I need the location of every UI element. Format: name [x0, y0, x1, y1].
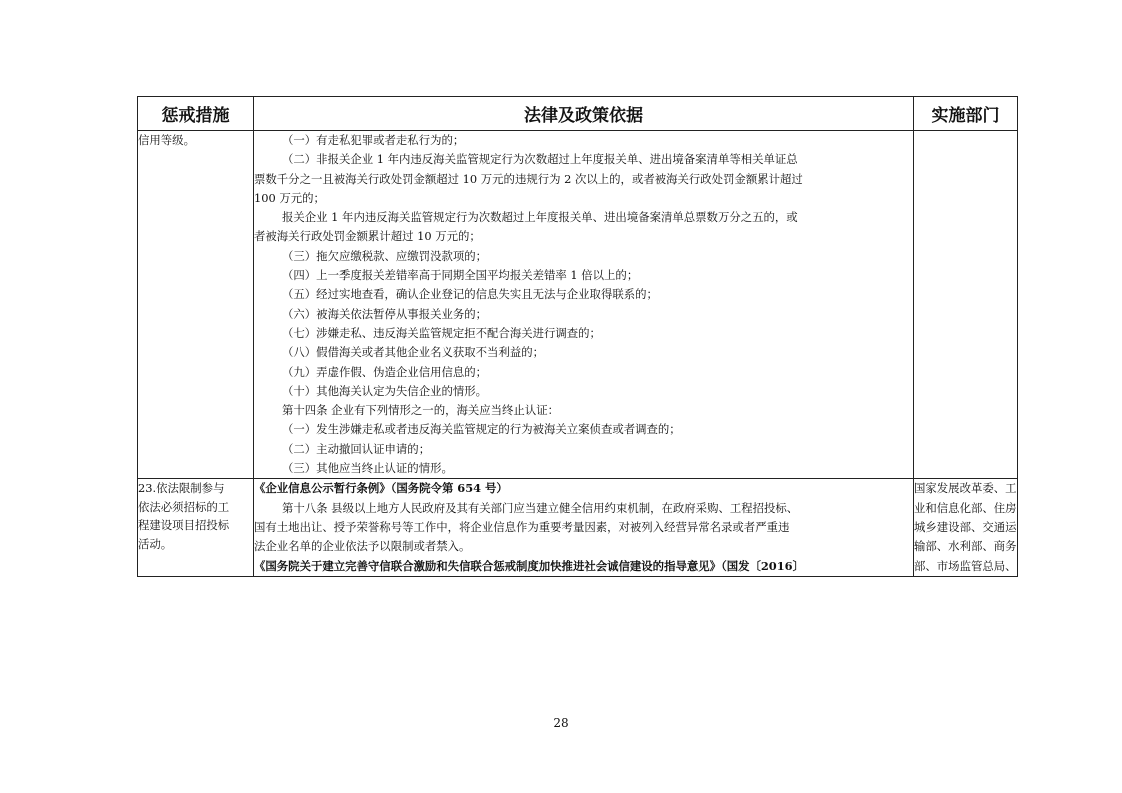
basis-line: 100 万元的；: [254, 190, 325, 205]
measure-line: 依法必须招标的工: [138, 499, 230, 514]
department-line: 城乡建设部、交通运: [914, 519, 1017, 534]
measure-cell: [138, 131, 254, 479]
header-department: 实施部门: [914, 97, 1018, 131]
basis-line: （三）拖欠应缴税款、应缴罚没款项的；: [282, 248, 488, 263]
department-line: 输部、水利部、商务: [914, 539, 1017, 554]
basis-line: 法企业名单的企业依法予以限制或者禁入。: [254, 539, 471, 554]
basis-line: 报关企业 1 年内违反海关监管规定行为次数超过上年度报关单、进出境备案清单总票数万分之五的，或: [282, 210, 798, 225]
basis-line: （四）上一季度报关差错率高于同期全国平均报关差错率 1 倍以上的；: [282, 268, 639, 283]
basis-line: 《国务院关于建立完善守信联合激励和失信联合惩戒制度加快推进社会诚信建设的指导意见》（国发〔2016〕: [254, 558, 804, 573]
basis-line: 国有土地出让、授予荣誉称号等工作中，将企业信息作为重要考量因素，对被列入经营异常名录或者严重违: [254, 519, 790, 534]
basis-line: （八）假借海关或者其他企业名义获取不当利益的；: [282, 345, 544, 360]
table-row: [138, 131, 1018, 479]
measure-text: 信用等级。: [138, 133, 195, 147]
basis-cell: [254, 131, 914, 479]
basis-line: （三）其他应当终止认证的情形。: [282, 461, 453, 476]
basis-line: 第十四条 企业有下列情形之一的，海关应当终止认证：: [282, 403, 559, 418]
measure-line: 活动。: [138, 536, 173, 551]
department-line: 业和信息化部、住房: [914, 500, 1017, 515]
header-measures: 惩戒措施: [138, 97, 254, 131]
table-header-row: [138, 97, 1018, 131]
basis-line: （五）经过实地查看，确认企业登记的信息失实且无法与企业取得联系的；: [282, 287, 658, 302]
basis-line: （二）非报关企业 1 年内违反海关监管规定行为次数超过上年度报关单、进出境备案清单等相关单证总: [282, 152, 798, 167]
department-cell: [914, 479, 1018, 576]
basis-line: （二）主动撤回认证申请的；: [282, 441, 431, 456]
basis-line: 《企业信息公示暂行条例》（国务院令第 654 号）: [254, 481, 508, 496]
basis-line: （九）弄虚作假、伪造企业信用信息的；: [282, 364, 488, 379]
basis-line: 票数千分之一且被海关行政处罚金额超过 10 万元的违规行为 2 次以上的，或者被海关行政处罚金额累计超过: [254, 171, 803, 186]
measure-line: 23.依法限制参与: [138, 481, 225, 496]
basis-cell: [254, 479, 914, 576]
basis-line: （一）发生涉嫌走私或者违反海关监管规定的行为被海关立案侦查或者调查的；: [282, 422, 681, 437]
policy-table: [137, 96, 1018, 577]
basis-line: （七）涉嫌走私、违反海关监管规定拒不配合海关进行调查的；: [282, 325, 601, 340]
table-row: [138, 479, 1018, 576]
basis-line: （一）有走私犯罪或者走私行为的；: [282, 133, 465, 147]
page-number: 28: [553, 716, 569, 730]
header-basis: 法律及政策依据: [254, 97, 914, 131]
basis-line: （六）被海关依法暂停从事报关业务的；: [282, 306, 488, 321]
department-line: 部、市场监管总局、: [914, 558, 1017, 573]
department-cell: [914, 131, 1018, 479]
basis-line: （十）其他海关认定为失信企业的情形。: [282, 383, 488, 398]
department-line: 国家发展改革委、工: [914, 481, 1017, 496]
basis-line: 者被海关行政处罚金额累计超过 10 万元的；: [254, 229, 481, 244]
measure-line: 程建设项目招投标: [138, 518, 230, 533]
basis-line: 第十八条 县级以上地方人民政府及其有关部门应当建立健全信用约束机制，在政府采购、工程招投标、: [282, 500, 799, 515]
measure-cell: [138, 479, 254, 576]
